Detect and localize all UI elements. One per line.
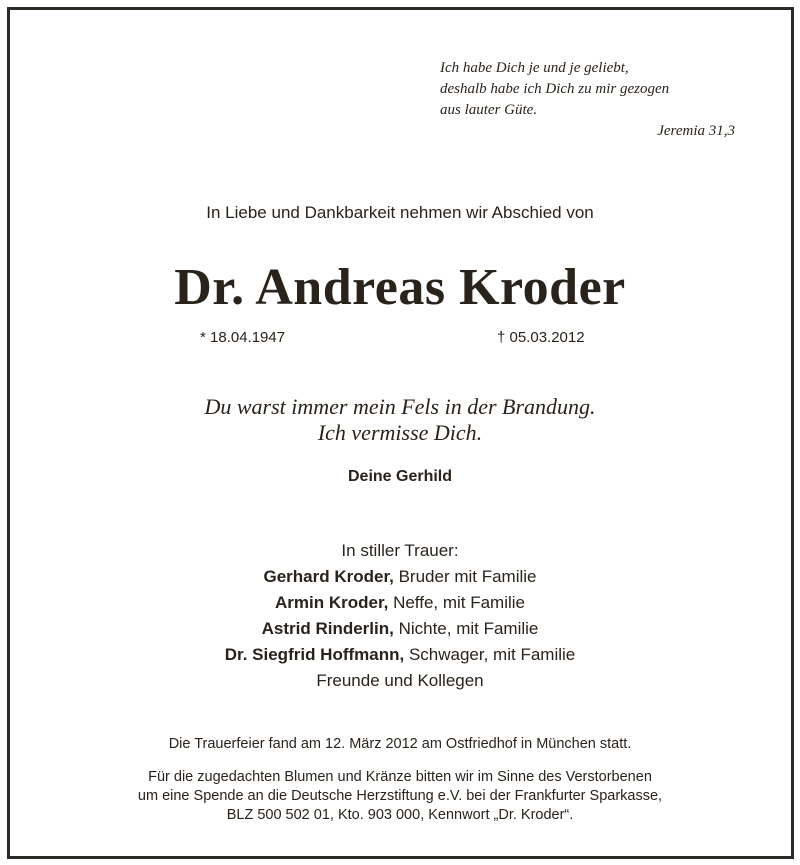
- bible-verse: [440, 58, 740, 142]
- mourners-footer: Freunde und Kollegen: [316, 671, 484, 690]
- donation-line: um eine Spende an die Deutsche Herzstiftung e.V. bei der Frankfurter Sparkasse,: [137, 788, 663, 804]
- donation-note: [0, 768, 800, 825]
- mourner-name: Armin Kroder,: [274, 593, 389, 612]
- donation-line: BLZ 500 502 01, Kto. 903 000, Kennwort „Dr. Kroder“.: [226, 807, 574, 823]
- mourner-name: Dr. Siegfrid Hoffmann,: [224, 645, 405, 664]
- mourner-entry: [0, 564, 800, 590]
- mourner-relation: Bruder mit Familie: [393, 567, 537, 586]
- mourners-list: [0, 538, 800, 694]
- verse-source: Jeremia 31,3: [657, 123, 735, 139]
- verse-line: aus lauter Güte.: [440, 102, 538, 118]
- mourner-name: Astrid Rinderlin,: [261, 619, 394, 638]
- mourner-entry: [0, 590, 800, 616]
- quote-line: Ich vermisse Dich.: [317, 420, 483, 445]
- donation-line: Für die zugedachten Blumen und Kränze bitten wir im Sinne des Verstorbenen: [148, 769, 652, 785]
- mourner-entry: [0, 642, 800, 668]
- ceremony-note: Die Trauerfeier fand am 12. März 2012 am Ostfriedhof in München statt.: [168, 736, 632, 752]
- mourner-relation: Neffe, mit Familie: [388, 593, 526, 612]
- mourner-name: Gerhard Kroder,: [263, 567, 394, 586]
- intro-text: In Liebe und Dankbarkeit nehmen wir Abschied von: [206, 203, 594, 222]
- signer: Deine Gerhild: [347, 468, 453, 485]
- death-date: † 05.03.2012: [497, 329, 585, 346]
- verse-line: deshalb habe ich Dich zu mir gezogen: [440, 81, 670, 97]
- verse-line: Ich habe Dich je und je geliebt,: [440, 60, 629, 76]
- personal-quote: [0, 394, 800, 446]
- quote-line: Du warst immer mein Fels in der Brandung.: [204, 394, 596, 419]
- mourners-heading: In stiller Trauer:: [341, 541, 459, 560]
- deceased-name: Dr. Andreas Kroder: [174, 259, 626, 316]
- mourner-relation: Schwager, mit Familie: [404, 645, 576, 664]
- birth-date: * 18.04.1947: [200, 329, 286, 346]
- mourner-entry: [0, 616, 800, 642]
- mourner-relation: Nichte, mit Familie: [393, 619, 539, 638]
